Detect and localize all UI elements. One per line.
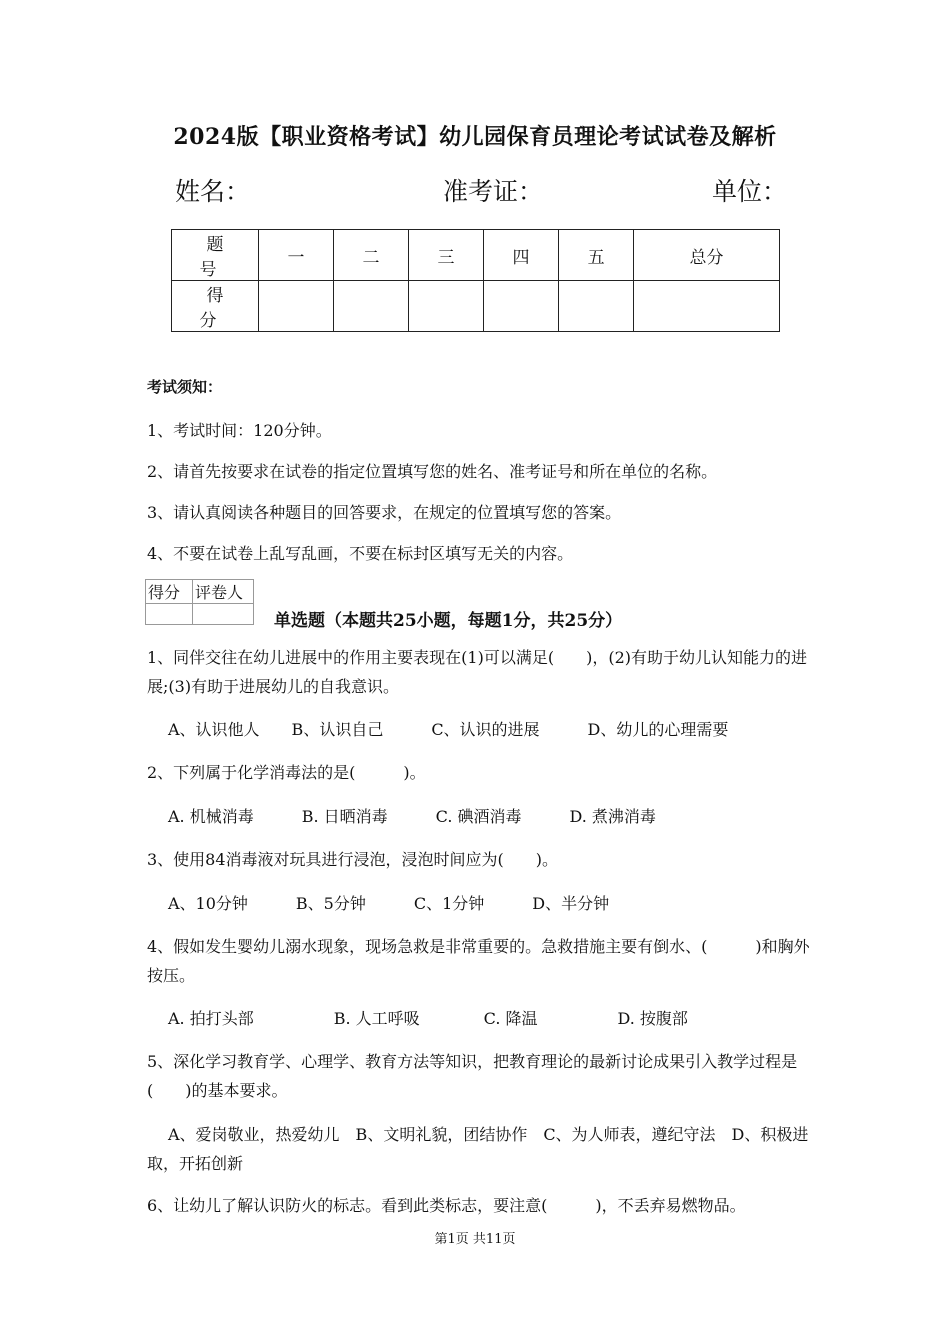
- question-5: 5、深化学习教育学、心理学、教育方法等知识，把教育理论的最新讨论成果引入教学过程是( )的基本要求。: [147, 1052, 798, 1100]
- question-4: 4、假如发生婴幼儿溺水现象，现场急救是非常重要的。急救措施主要有倒水、( )和胸外按压。: [147, 937, 810, 985]
- question-1-options: A、认识他人 B、认识自己 C、认识的进展 D、幼儿的心理需要: [168, 720, 729, 739]
- column-4: 四: [484, 230, 559, 281]
- score-table-header-row: [172, 230, 780, 281]
- exam-number-label: 准考证：: [443, 177, 544, 206]
- name-label: 姓名：: [175, 177, 251, 206]
- question-2: 2、下列属于化学消毒法的是( )。: [147, 763, 426, 782]
- score-table: [171, 229, 780, 332]
- column-2: 二: [334, 230, 409, 281]
- question-number-label: 题 号: [172, 230, 259, 281]
- column-5: 五: [559, 230, 634, 281]
- notice-heading: 考试须知：: [147, 378, 223, 396]
- page-footer: 第1页 共11页: [434, 1232, 516, 1247]
- grader-reviewer-label: 评卷人: [193, 580, 254, 604]
- grader-score-label: 得分: [146, 580, 193, 604]
- question-5-options: A、爱岗敬业，热爱幼儿 B、文明礼貌，团结协作 C、为人师表，遵纪守法 D、积极进取，开拓创新: [147, 1125, 809, 1173]
- notice-item-1: 1、考试时间：120分钟。: [147, 421, 332, 440]
- score-cell-1[interactable]: [259, 281, 334, 332]
- notice-item-4: 4、不要在试卷上乱写乱画，不要在标封区填写无关的内容。: [147, 544, 574, 563]
- notice-item-2: 2、请首先按要求在试卷的指定位置填写您的姓名、准考证号和所在单位的名称。: [147, 462, 718, 481]
- question-3: 3、使用84消毒液对玩具进行浸泡，浸泡时间应为( )。: [147, 850, 559, 869]
- score-table-score-row: [172, 281, 780, 332]
- question-4-options: A. 拍打头部 B. 人工呼吸 C. 降温 D. 按腹部: [168, 1009, 688, 1028]
- score-cell-5[interactable]: [559, 281, 634, 332]
- score-cell-2[interactable]: [334, 281, 409, 332]
- grader-reviewer-cell[interactable]: [193, 604, 254, 625]
- question-1: 1、同伴交往在幼儿进展中的作用主要表现在(1)可以满足( )，(2)有助于幼儿认知能力的进展;(3)有助于进展幼儿的自我意识。: [147, 648, 807, 696]
- score-label: 得 分: [172, 281, 259, 332]
- score-cell-3[interactable]: [409, 281, 484, 332]
- question-6: 6、让幼儿了解认识防火的标志。看到此类标志，要注意( )，不丢弃易燃物品。: [147, 1196, 746, 1215]
- column-3: 三: [409, 230, 484, 281]
- grader-box: [145, 579, 254, 625]
- question-2-options: A. 机械消毒 B. 日晒消毒 C. 碘酒消毒 D. 煮沸消毒: [168, 807, 656, 826]
- score-cell-total[interactable]: [634, 281, 780, 332]
- column-1: 一: [259, 230, 334, 281]
- grader-score-cell[interactable]: [146, 604, 193, 625]
- question-3-options: A、10分钟 B、5分钟 C、1分钟 D、半分钟: [168, 894, 610, 913]
- column-total: 总分: [634, 230, 780, 281]
- page-title: 2024版【职业资格考试】幼儿园保育员理论考试试卷及解析: [173, 124, 777, 150]
- notice-item-3: 3、请认真阅读各种题目的回答要求，在规定的位置填写您的答案。: [147, 503, 622, 522]
- score-cell-4[interactable]: [484, 281, 559, 332]
- unit-label: 单位：: [712, 177, 788, 206]
- section-title: 单选题（本题共25小题，每题1分，共25分）: [274, 611, 623, 631]
